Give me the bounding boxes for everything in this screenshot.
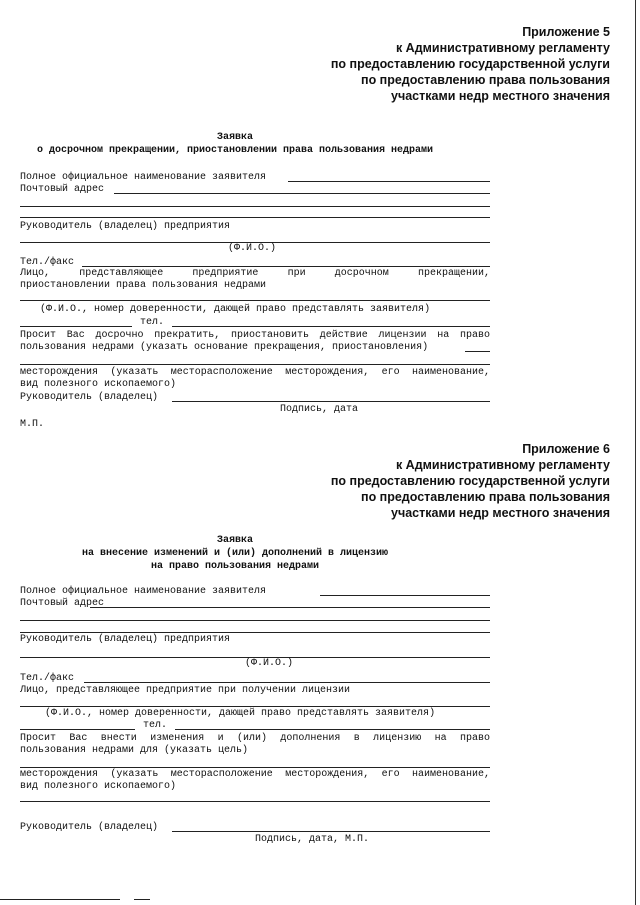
- request-text: пользования недрами (указать основание прекращения, приостановления): [20, 342, 429, 353]
- representative-line: [20, 706, 490, 707]
- request-line: [465, 351, 490, 352]
- head-label: Руководитель (владелец) предприятия: [20, 634, 231, 645]
- tel-line: [175, 729, 490, 730]
- representative-line: [20, 300, 490, 301]
- deposit-text: вид полезного ископаемого): [20, 781, 177, 792]
- appendix5-header-line: по предоставлению права пользования: [361, 73, 610, 87]
- stamp-label: М.П.: [20, 419, 45, 430]
- appendix6-header-line: по предоставлению государственной услуги: [330, 474, 610, 488]
- footnote-separator: [134, 899, 150, 900]
- fio-caption: (Ф.И.О.): [228, 243, 277, 254]
- representative-text: Лицо, представляющее предприятие при досрочном прекращении,: [20, 268, 490, 279]
- blank-line: [20, 767, 490, 768]
- blank-line: [20, 326, 132, 327]
- representative-caption: (Ф.И.О., номер доверенности, дающей право представлять заявителя): [45, 708, 436, 719]
- blank-line: [20, 801, 490, 802]
- tel-line: [172, 326, 490, 327]
- applicant-label: Полное официальное наименование заявителя: [20, 586, 267, 597]
- blank-line: [20, 620, 490, 621]
- representative-caption: (Ф.И.О., номер доверенности, дающей право представлять заявителя): [40, 304, 431, 315]
- request-text: пользования недрами для (указать цель): [20, 745, 249, 756]
- appendix6-title-line: Заявка: [216, 535, 253, 546]
- applicant-line: [288, 181, 490, 182]
- appendix5-title-line: Заявка: [216, 132, 253, 143]
- phone-label: Тел./факс: [20, 257, 75, 268]
- head-label: Руководитель (владелец) предприятия: [20, 221, 231, 232]
- address-label: Почтовый адрес: [20, 184, 105, 195]
- appendix6-title: [0, 534, 470, 573]
- appendix5-header-line: участками недр местного значения: [391, 89, 610, 103]
- phone-line: [82, 266, 490, 267]
- appendix6-header-line: участками недр местного значения: [391, 506, 610, 520]
- signer-line: [172, 401, 490, 402]
- appendix5-title-line: о досрочном прекращении, приостановлении права пользования недрами: [36, 145, 434, 156]
- deposit-text: месторождения (указать месторасположение месторождения, его наименование,: [20, 367, 490, 378]
- signer-label: Руководитель (владелец): [20, 392, 159, 403]
- blank-line: [20, 632, 490, 633]
- blank-line: [20, 729, 135, 730]
- appendix6-title-line: на внесение изменений и (или) дополнений в лицензию: [81, 548, 389, 559]
- appendix5-title: [0, 131, 470, 157]
- representative-text: приостановлении права пользования недрами: [20, 280, 267, 291]
- deposit-text: месторождения (указать месторасположение месторождения, его наименование,: [20, 769, 490, 780]
- request-text: Просит Вас досрочно прекратить, приостановить действие лицензии на право: [20, 330, 490, 341]
- appendix5-header-line: по предоставлению государственной услуги: [330, 57, 610, 71]
- appendix6-header: [331, 441, 610, 521]
- applicant-label: Полное официальное наименование заявителя: [20, 172, 267, 183]
- phone-line: [84, 682, 490, 683]
- address-line: [114, 193, 490, 194]
- phone-label: Тел./факс: [20, 673, 75, 684]
- signature-caption: Подпись, дата: [280, 404, 359, 415]
- blank-line: [20, 364, 490, 365]
- appendix6-header-line: к Административному регламенту: [395, 458, 610, 472]
- signer-line: [172, 831, 490, 832]
- address-label: Почтовый адрес: [20, 598, 105, 609]
- fio-caption: (Ф.И.О.): [245, 658, 294, 669]
- deposit-text: вид полезного ископаемого): [20, 379, 177, 390]
- request-text: Просит Вас внести изменения и (или) дополнения в лицензию на право: [20, 733, 490, 744]
- appendix6-header-line: Приложение 6: [522, 442, 610, 456]
- appendix5-header-line: к Административному регламенту: [395, 41, 610, 55]
- representative-text: Лицо, представляющее предприятие при получении лицензии: [20, 685, 351, 696]
- applicant-line: [320, 595, 490, 596]
- tel-label: тел.: [140, 317, 165, 328]
- scan-edge: [635, 0, 636, 905]
- address-line: [90, 607, 490, 608]
- signer-label: Руководитель (владелец): [20, 822, 159, 833]
- appendix6-title-line: на право пользования недрами: [150, 561, 320, 572]
- appendix5-header-line: Приложение 5: [522, 25, 610, 39]
- signature-caption: Подпись, дата, М.П.: [255, 834, 370, 845]
- footnote-separator: [0, 899, 120, 900]
- blank-line: [20, 217, 490, 218]
- appendix5-header: [331, 24, 610, 104]
- blank-line: [20, 206, 490, 207]
- appendix6-header-line: по предоставлению права пользования: [361, 490, 610, 504]
- tel-label: тел.: [143, 720, 168, 731]
